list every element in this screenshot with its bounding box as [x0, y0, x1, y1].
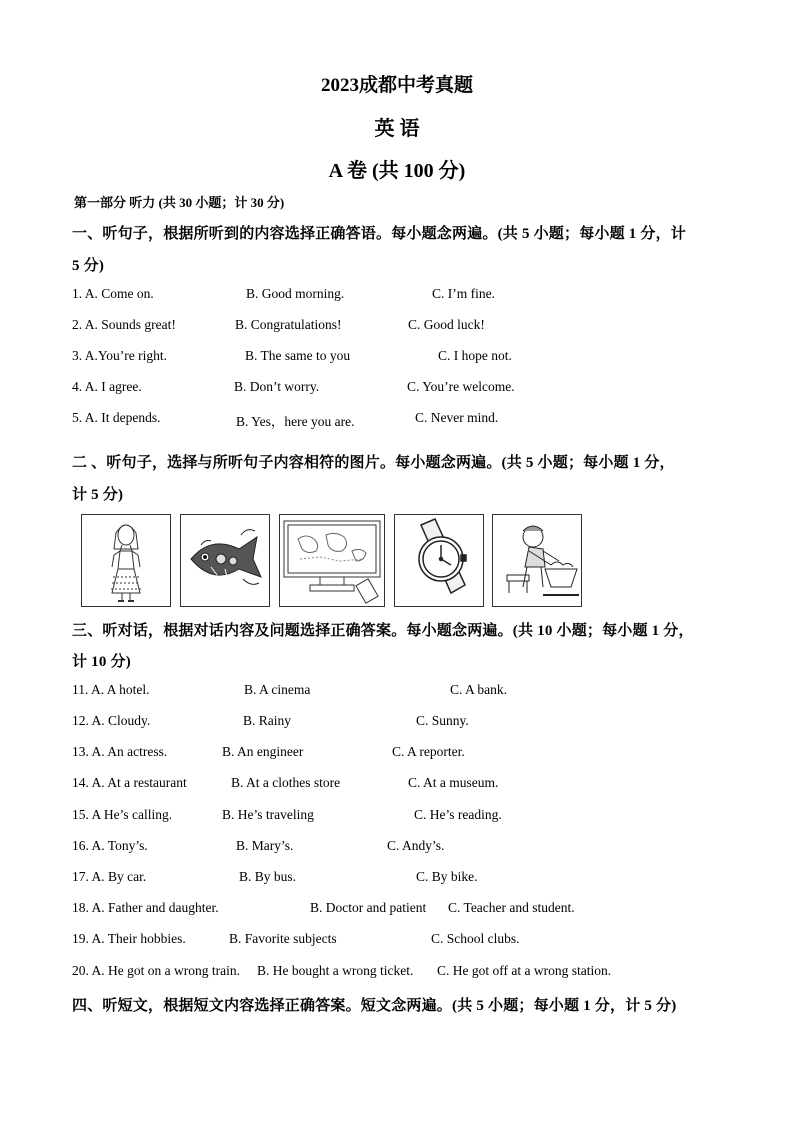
option-b: B. An engineer: [222, 744, 304, 759]
tv-icon: [280, 515, 384, 606]
option-b: B. Don’t worry.: [234, 379, 320, 394]
girl-picture: [81, 514, 171, 607]
section2-instruction-cont: 计 5 分): [72, 487, 124, 503]
watch-picture: [394, 514, 484, 607]
option-a: 2. A. Sounds great!: [72, 317, 176, 332]
option-a: 17. A. By car.: [72, 869, 147, 884]
paper-title: A 卷 (共 100 分): [328, 160, 466, 182]
option-c: C. A reporter.: [392, 744, 465, 759]
option-c: C. Teacher and student.: [448, 900, 575, 915]
girl-icon: [82, 515, 170, 606]
paper-cutting-picture: [180, 514, 270, 607]
section1-instruction: 一、听句子，根据所听到的内容选择正确答语。每小题念两遍。(共 5 小题；每小题 1 分，计: [72, 226, 686, 242]
section4-instruction: 四、听短文，根据短文内容选择正确答案。短文念两遍。(共 5 小题；每小题 1 分，计 5 分): [72, 998, 677, 1014]
part1-title: 第一部分 听力 (共 30 小题；计 30 分): [74, 195, 285, 210]
section2-instruction: 二 、听句子，选择与所听句子内容相符的图片。每小题念两遍。(共 5 小题；每小题 1 分，: [72, 455, 675, 471]
washing-picture: [492, 514, 582, 607]
option-c: C. He’s reading.: [414, 807, 502, 822]
watch-icon: [395, 515, 483, 606]
option-c: C. School clubs.: [431, 931, 520, 946]
option-a: 15. A He’s calling.: [72, 807, 173, 822]
option-b: B. Favorite subjects: [229, 931, 337, 946]
subject-title: 英 语: [374, 118, 420, 140]
child-washing-icon: [493, 515, 581, 606]
option-a: 16. A. Tony’s.: [72, 838, 148, 853]
option-a: 12. A. Cloudy.: [72, 713, 151, 728]
option-c: C. Good luck!: [408, 317, 485, 332]
option-a: 14. A. At a restaurant: [72, 775, 187, 790]
option-c: C. Never mind.: [415, 410, 499, 425]
option-a: 3. A.You’re right.: [72, 348, 168, 363]
option-b: B. Yes，here you are.: [236, 414, 355, 429]
option-b: B. A cinema: [244, 682, 311, 697]
option-c: C. I hope not.: [438, 348, 512, 363]
option-a: 1. A. Come on.: [72, 286, 154, 301]
section1-instruction-cont: 5 分): [72, 258, 105, 274]
exam-title: 2023成都中考真题: [320, 75, 473, 96]
option-b: B. Doctor and patient: [310, 900, 427, 915]
option-a: 4. A. I agree.: [72, 379, 142, 394]
option-a: 20. A. He got on a wrong train.: [72, 963, 240, 978]
option-c: C. Sunny.: [416, 713, 469, 728]
tv-picture: [279, 514, 385, 607]
option-a: 19. A. Their hobbies.: [72, 931, 186, 946]
option-b: B. Good morning.: [246, 286, 345, 301]
option-b: B. Mary’s.: [236, 838, 294, 853]
option-b: B. At a clothes store: [231, 775, 341, 790]
option-c: C. By bike.: [416, 869, 478, 884]
section3-instruction: 三、听对话，根据对话内容及问题选择正确答案。每小题念两遍。(共 10 小题；每小题 1 分，: [72, 623, 694, 639]
option-c: C. At a museum.: [408, 775, 499, 790]
option-a: 11. A. A hotel.: [72, 682, 150, 697]
option-b: B. Congratulations!: [235, 317, 342, 332]
option-b: B. He bought a wrong ticket.: [257, 963, 414, 978]
section3-instruction-cont: 计 10 分): [72, 654, 131, 670]
option-c: C. A bank.: [450, 682, 508, 697]
option-a: 18. A. Father and daughter.: [72, 900, 219, 915]
option-c: C. You’re welcome.: [407, 379, 515, 394]
option-c: C. Andy’s.: [387, 838, 445, 853]
option-c: C. He got off at a wrong station.: [437, 963, 612, 978]
fish-icon: [181, 515, 269, 606]
option-b: B. By bus.: [239, 869, 297, 884]
option-a: 13. A. An actress.: [72, 744, 168, 759]
picture-row: [81, 514, 591, 607]
option-b: B. He’s traveling: [222, 807, 314, 822]
option-c: C. I’m fine.: [432, 286, 495, 301]
option-a: 5. A. It depends.: [72, 410, 161, 425]
option-b: B. The same to you: [245, 348, 351, 363]
option-b: B. Rainy: [243, 713, 292, 728]
